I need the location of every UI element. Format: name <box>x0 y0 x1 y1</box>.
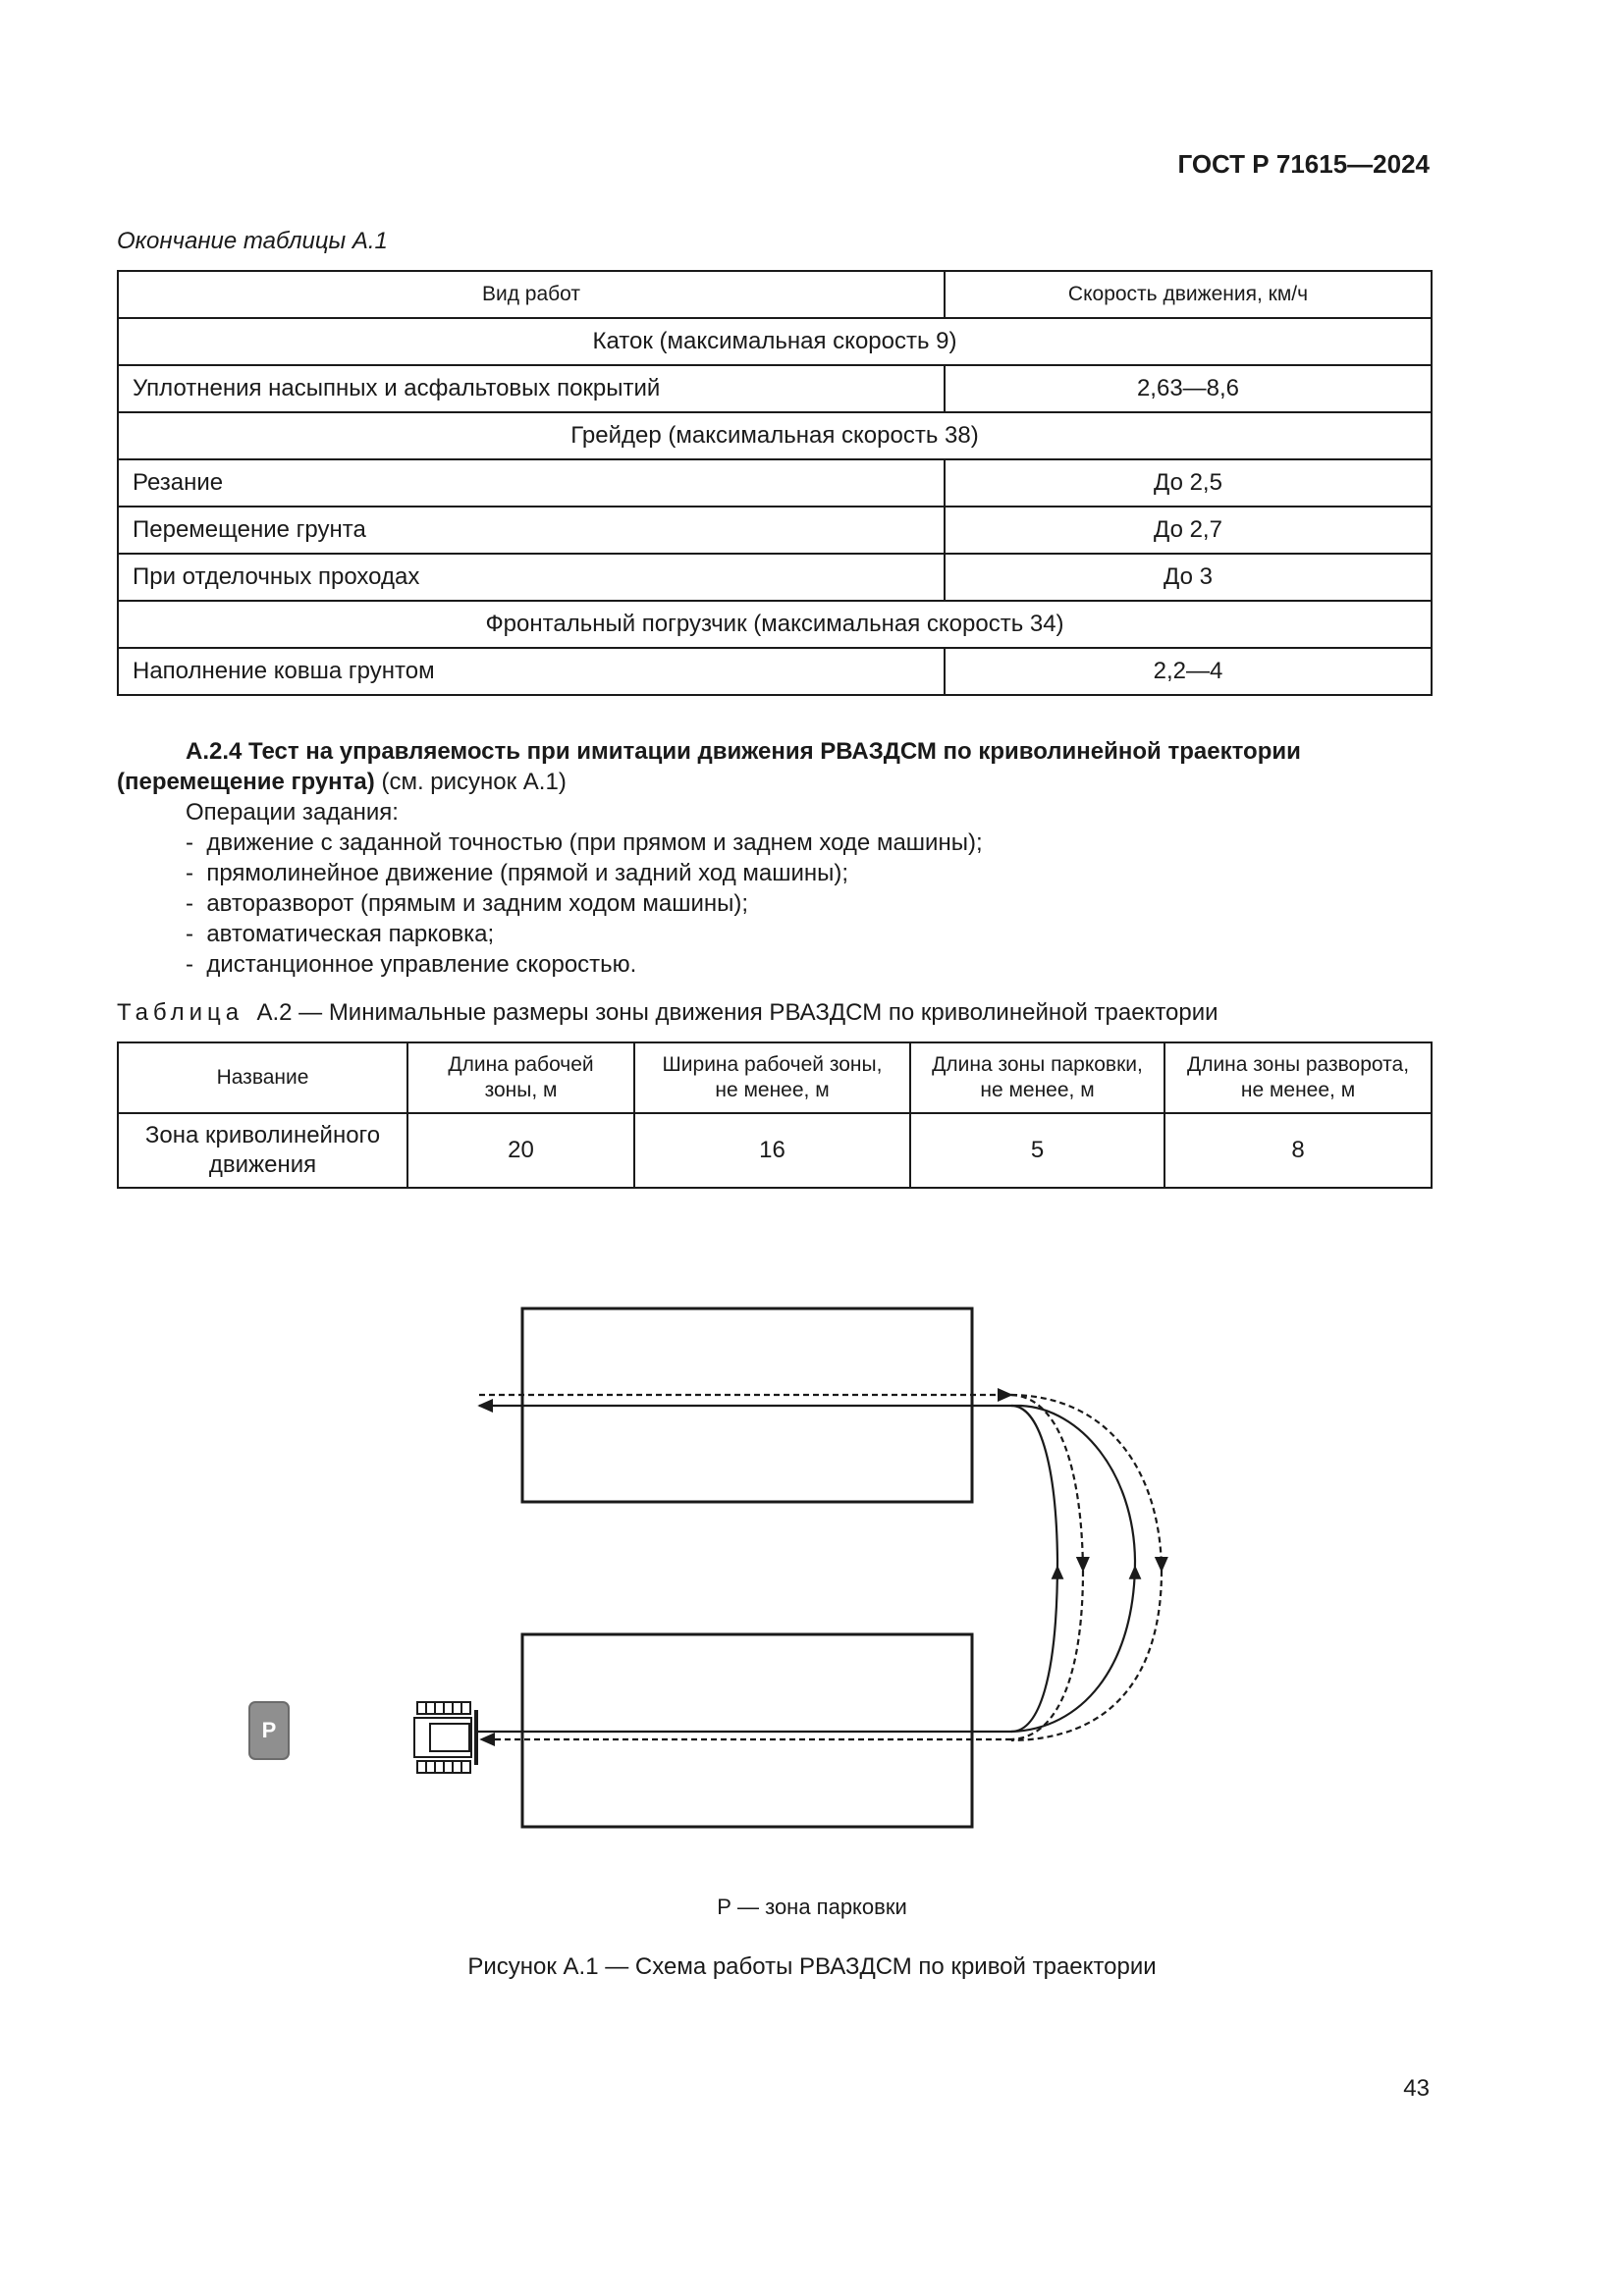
figure-caption: Рисунок А.1 — Схема работы РВАЗДСМ по кривой траектории <box>467 1953 1157 1980</box>
operations-list <box>186 797 983 980</box>
list-item: - дистанционное управление скоростью. <box>186 951 637 978</box>
list-item-text: прямолинейное движение (прямой и задний ход машины); <box>206 860 849 886</box>
table2-caption-label: Таблица <box>117 999 244 1026</box>
parking-badge-text: P <box>261 1718 277 1742</box>
column-header-work-length <box>407 1042 634 1113</box>
table2-caption-text: А.2 — Минимальные размеры зоны движения РВАЗДСМ по криволинейной траектории <box>256 999 1218 1026</box>
parking-zone-marker <box>249 1702 289 1759</box>
speed-value: До 2,5 <box>945 459 1432 507</box>
header-text: Длина зоны разворота, <box>1186 1053 1410 1076</box>
column-header-turn-length <box>1164 1042 1432 1113</box>
column-header-work-type: Вид работ <box>118 271 945 318</box>
header-text: зоны, м <box>484 1079 558 1101</box>
table-row <box>118 554 1432 601</box>
work-name: Наполнение ковша грунтом <box>118 648 945 695</box>
header-text: Длина зоны парковки, <box>932 1053 1143 1076</box>
document-standard-header: ГОСТ Р 71615—2024 <box>1177 149 1430 179</box>
table-header-row <box>118 1042 1432 1113</box>
speed-value: До 3 <box>945 554 1432 601</box>
column-header-work-width <box>634 1042 910 1113</box>
table-row <box>118 507 1432 554</box>
table-row <box>118 648 1432 695</box>
work-length-value: 20 <box>407 1113 634 1188</box>
group-title: Фронтальный погрузчик (максимальная скорость 34) <box>118 601 1432 648</box>
group-row <box>118 412 1432 459</box>
header-text: Ширина рабочей зоны, <box>662 1053 883 1076</box>
table-row <box>118 1113 1432 1188</box>
solid-trajectory-inner-lower <box>1011 1561 1057 1732</box>
table-row <box>118 365 1432 412</box>
zone-name-text: движения <box>208 1151 317 1178</box>
machine-icon <box>414 1702 476 1773</box>
list-item-text: авторазворот (прямым и задним ходом машины); <box>206 890 749 917</box>
work-name: Уплотнения насыпных и асфальтовых покрытий <box>118 365 945 412</box>
page-number: 43 <box>1403 2075 1430 2102</box>
figure-legend: Р — зона парковки <box>717 1895 907 1919</box>
section-heading-line1: А.2.4 Тест на управляемость при имитации движения РВАЗДСМ по криволинейной траектории <box>186 738 1301 765</box>
operations-title: Операции задания: <box>186 799 399 826</box>
table2-caption <box>117 999 1218 1027</box>
dashed-trajectory-inner <box>1011 1395 1083 1571</box>
speed-value: 2,63—8,6 <box>945 365 1432 412</box>
work-width-value: 16 <box>634 1113 910 1188</box>
table-row <box>118 459 1432 507</box>
turn-length-value: 8 <box>1164 1113 1432 1188</box>
header-text: не менее, м <box>715 1079 830 1101</box>
speed-value: До 2,7 <box>945 507 1432 554</box>
list-item: - движение с заданной точностью (при прямом и заднем ходе машины); <box>186 829 983 856</box>
list-item-text: автоматическая парковка; <box>206 921 495 947</box>
solid-trajectory-inner <box>1011 1406 1057 1561</box>
work-name: Перемещение грунта <box>118 507 945 554</box>
section-heading-line2: (перемещение грунта) <box>117 769 375 795</box>
list-item: - прямолинейное движение (прямой и задний ход машины); <box>186 860 849 886</box>
header-text: Название <box>216 1066 309 1089</box>
list-item: - автоматическая парковка; <box>186 921 495 947</box>
dashed-trajectory-inner-lower <box>1011 1571 1083 1739</box>
header-text: Длина рабочей <box>448 1053 594 1076</box>
zone-name <box>118 1113 407 1188</box>
header-text: не менее, м <box>980 1079 1095 1101</box>
group-row <box>118 601 1432 648</box>
header-text: не менее, м <box>1240 1079 1356 1101</box>
table1-continuation-label: Окончание таблицы А.1 <box>117 228 388 254</box>
list-item: - авторазворот (прямым и задним ходом машины); <box>186 890 749 917</box>
column-header-speed: Скорость движения, км/ч <box>945 271 1432 318</box>
speed-value: 2,2—4 <box>945 648 1432 695</box>
trajectory-diagram <box>261 1276 1296 1885</box>
column-header-name <box>118 1042 407 1113</box>
table-header-row <box>118 271 1432 318</box>
speed-table <box>117 270 1433 696</box>
list-item-text: дистанционное управление скоростью. <box>206 951 637 978</box>
work-name: Резание <box>118 459 945 507</box>
zone-size-table <box>117 1041 1433 1189</box>
group-title: Грейдер (максимальная скорость 38) <box>118 412 1432 459</box>
section-paragraph <box>117 736 1431 797</box>
solid-trajectory-outer-lower <box>1011 1561 1135 1732</box>
group-title: Каток (максимальная скорость 9) <box>118 318 1432 365</box>
column-header-parking-length <box>910 1042 1164 1113</box>
work-name: При отделочных проходах <box>118 554 945 601</box>
group-row <box>118 318 1432 365</box>
figure-reference: (см. рисунок А.1) <box>374 769 567 795</box>
zone-name-text: Зона криволинейного <box>144 1122 381 1148</box>
list-item-text: движение с заданной точностью (при прямом и заднем ходе машины); <box>206 829 983 856</box>
parking-length-value: 5 <box>910 1113 1164 1188</box>
